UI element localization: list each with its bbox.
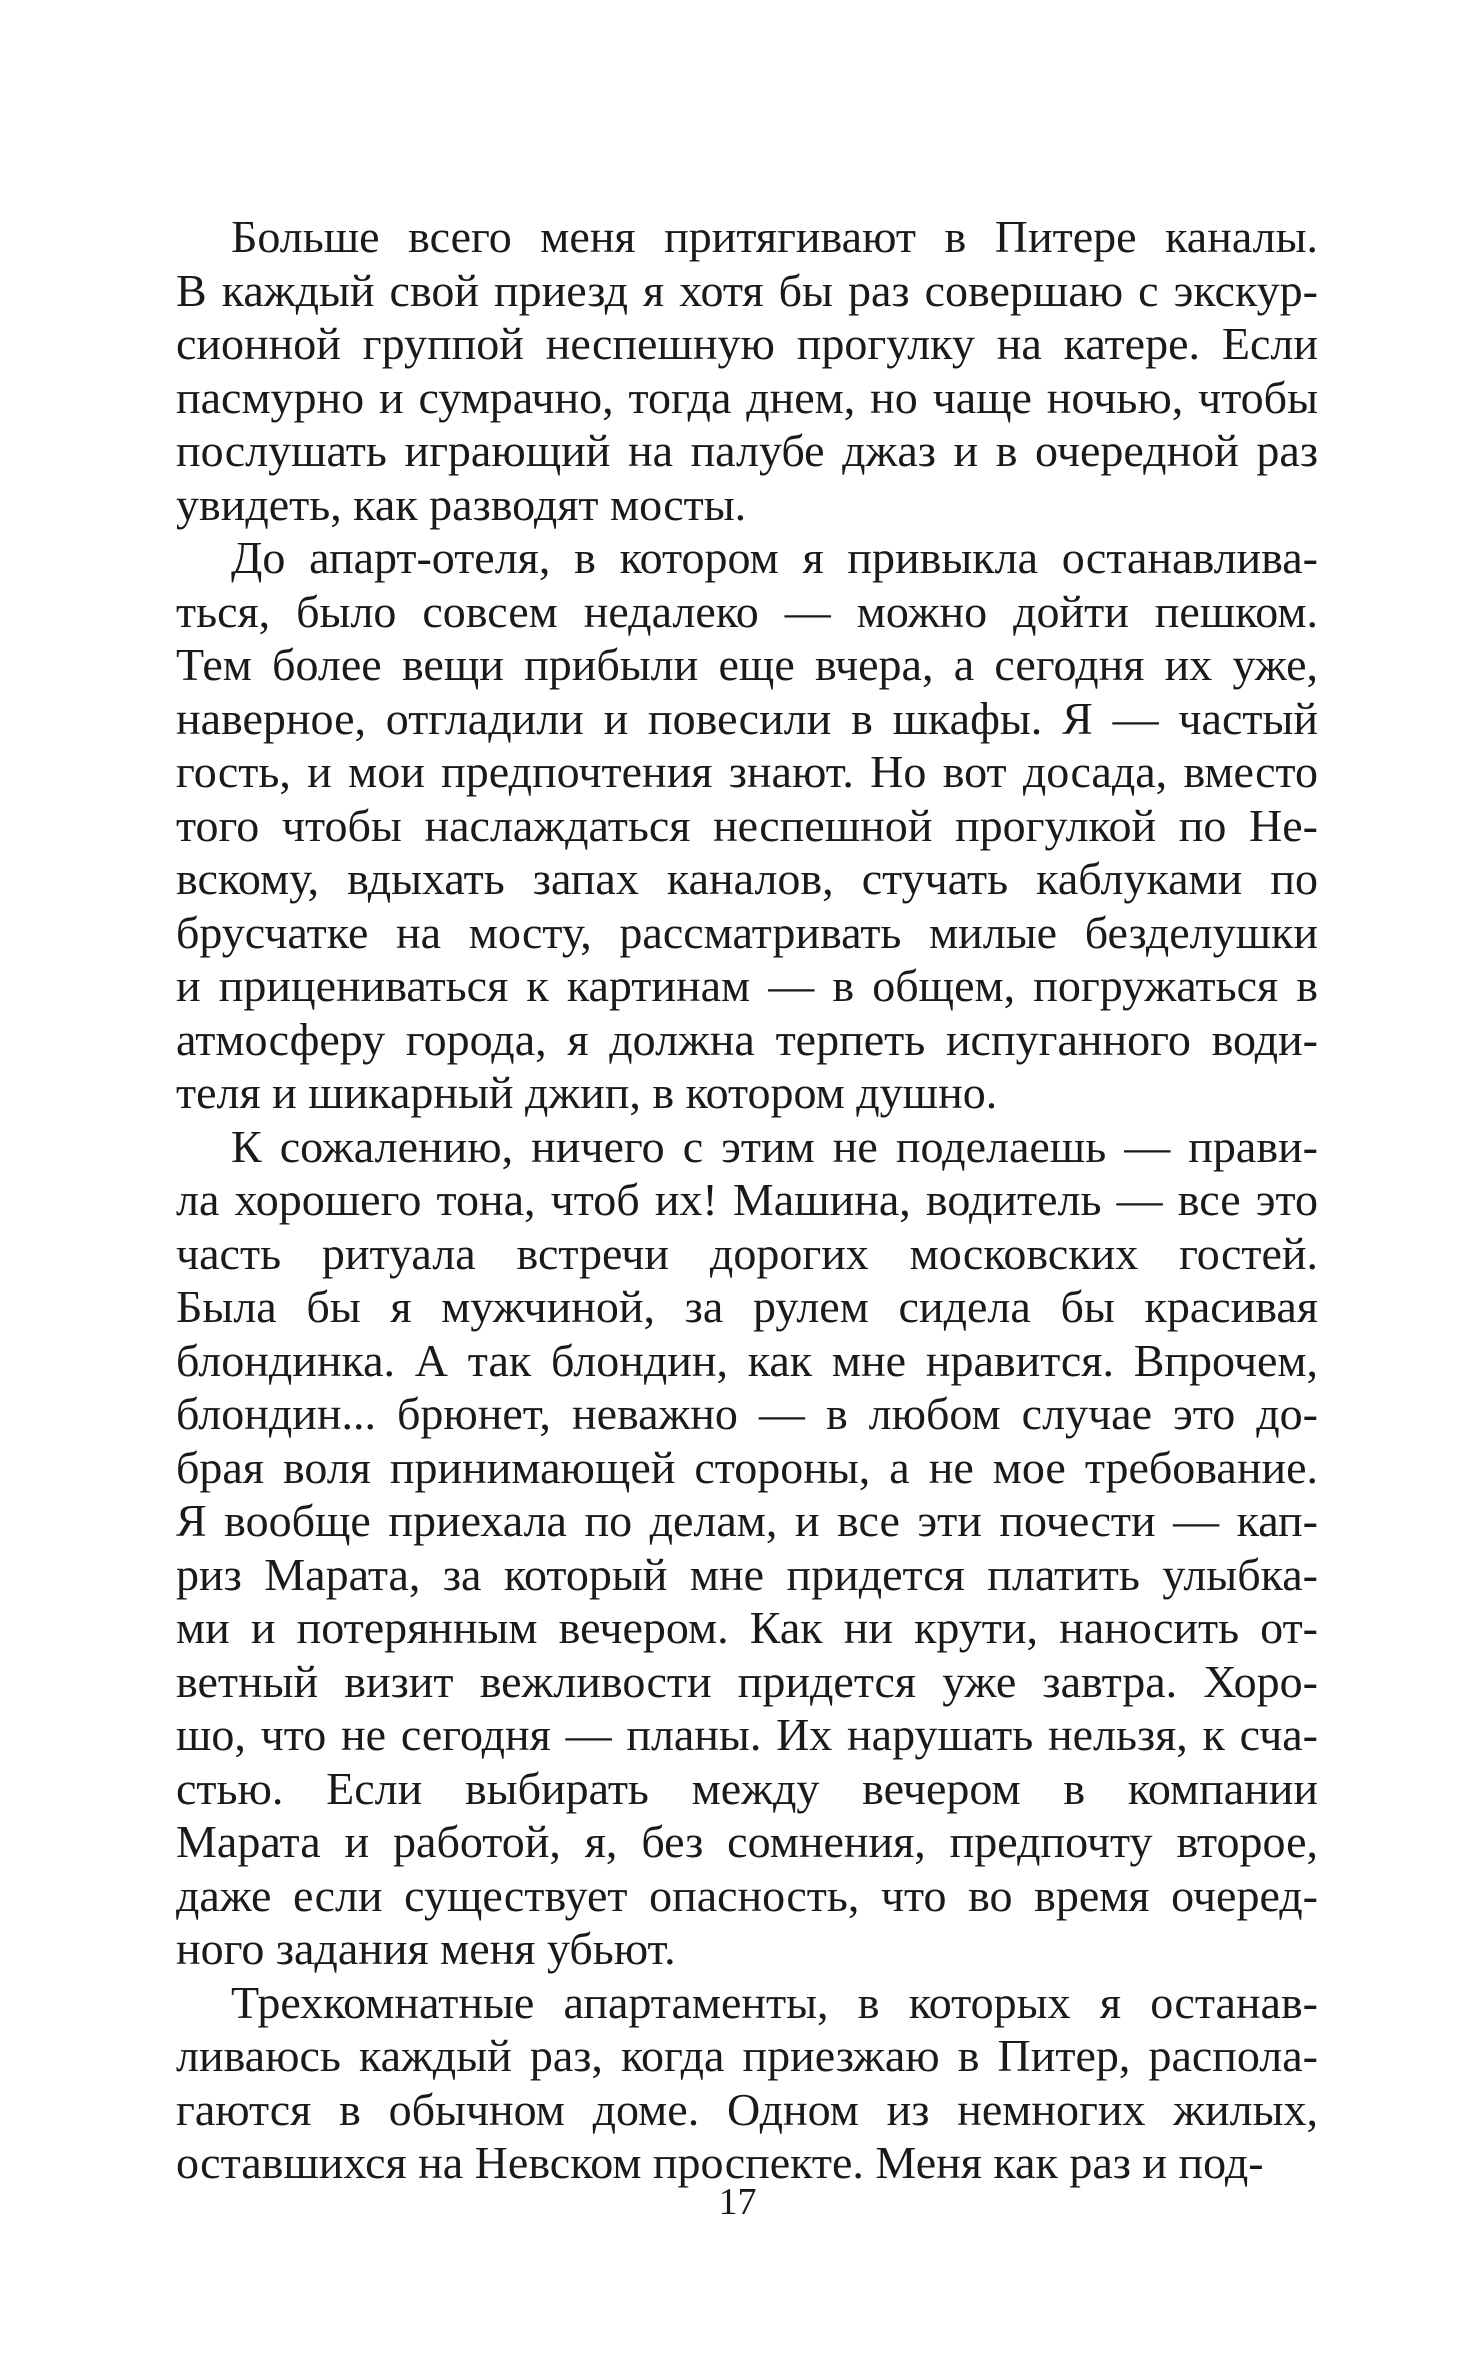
text-line: Трехкомнатные апартаменты, в которых я останав- [231,1976,1318,2028]
text-line: риз Марата, за который мне придется платить улыбка- [176,1548,1318,1600]
text-line: сионной группой неспешную прогулку на катере. Если [176,318,1318,369]
text-line: атмосферу города, я должна терпеть испуганного води- [176,1013,1318,1065]
text-line: оставшихся на Невском проспекте. Меня как раз и под- [176,2137,1264,2188]
paragraph [176,1120,1318,1976]
text-line: К сожалению, ничего с этим не поделаешь — прави- [231,1120,1318,1172]
text-line: гость, и мои предпочтения знают. Но вот досада, вместо [176,746,1318,797]
text-line: того чтобы наслаждаться неспешной прогулкой по Не- [176,799,1318,851]
paragraph [176,210,1318,531]
text-line: теля и шикарный джип, в котором душно. [176,1067,998,1118]
page-number: 17 [718,2181,757,2223]
text-line: наверное, отгладили и повесили в шкафы. Я — частый [176,692,1318,744]
text-line: и прицениваться к картинам — в общем, погружаться в [176,960,1318,1011]
text-line: блондинка. А так блондин, как мне нравится. Впрочем, [176,1334,1318,1386]
text-line: До апарт-отеля, в котором я привыкла останавлива- [231,532,1318,583]
text-line: брая воля принимающей стороны, а не мое требование. [176,1441,1318,1493]
text-line: гаются в обычном доме. Одном из немногих жилых, [176,2083,1318,2135]
paragraph [176,531,1318,1120]
body-text [176,210,1318,2190]
text-line: блондин... брюнет, неважно — в любом случае это до- [176,1388,1318,1439]
text-line: увидеть, как разводят мосты. [176,478,747,530]
text-line: ми и потерянным вечером. Как ни крути, наносить от- [176,1602,1318,1653]
text-line: брусчатке на мосту, рассматривать милые безделушки [176,906,1318,958]
text-line: стью. Если выбирать между вечером в компании [176,1762,1318,1814]
text-line: Тем более вещи прибыли еще вчера, а сегодня их уже, [176,639,1318,690]
text-line: Больше всего меня притягивают в Питере каналы. [231,211,1318,262]
text-line: шо, что не сегодня — планы. Их нарушать нельзя, к сча- [176,1709,1318,1760]
text-line: ла хорошего тона, чтоб их! Машина, водитель — все это [176,1174,1318,1225]
text-line: ться, было совсем недалеко — можно дойти пешком. [176,585,1318,637]
text-line: ветный визит вежливости придется уже завтра. Хоро- [176,1655,1318,1707]
text-line: даже если существует опасность, что во время очеред- [176,1869,1318,1921]
text-line: пасмурно и сумрачно, тогда днем, но чаще ночью, чтобы [176,371,1318,423]
text-line: послушать играющий на палубе джаз и в очередной раз [176,425,1318,476]
text-line: часть ритуала встречи дорогих московских гостей. [176,1227,1318,1279]
text-line: Была бы я мужчиной, за рулем сидела бы красивая [176,1281,1318,1332]
paragraph [176,1976,1318,2190]
text-line: В каждый свой приезд я хотя бы раз совершаю с экскур- [176,264,1318,316]
text-line: вскому, вдыхать запах каналов, стучать каблуками по [176,853,1318,904]
text-line: Марата и работой, я, без сомнения, предпочту второе, [176,1816,1318,1867]
text-line: ливаюсь каждый раз, когда приезжаю в Питер, распола- [176,2030,1318,2081]
text-line: Я вообще приехала по делам, и все эти почести — кап- [176,1495,1318,1546]
text-line: ного задания меня убьют. [176,1923,676,1974]
